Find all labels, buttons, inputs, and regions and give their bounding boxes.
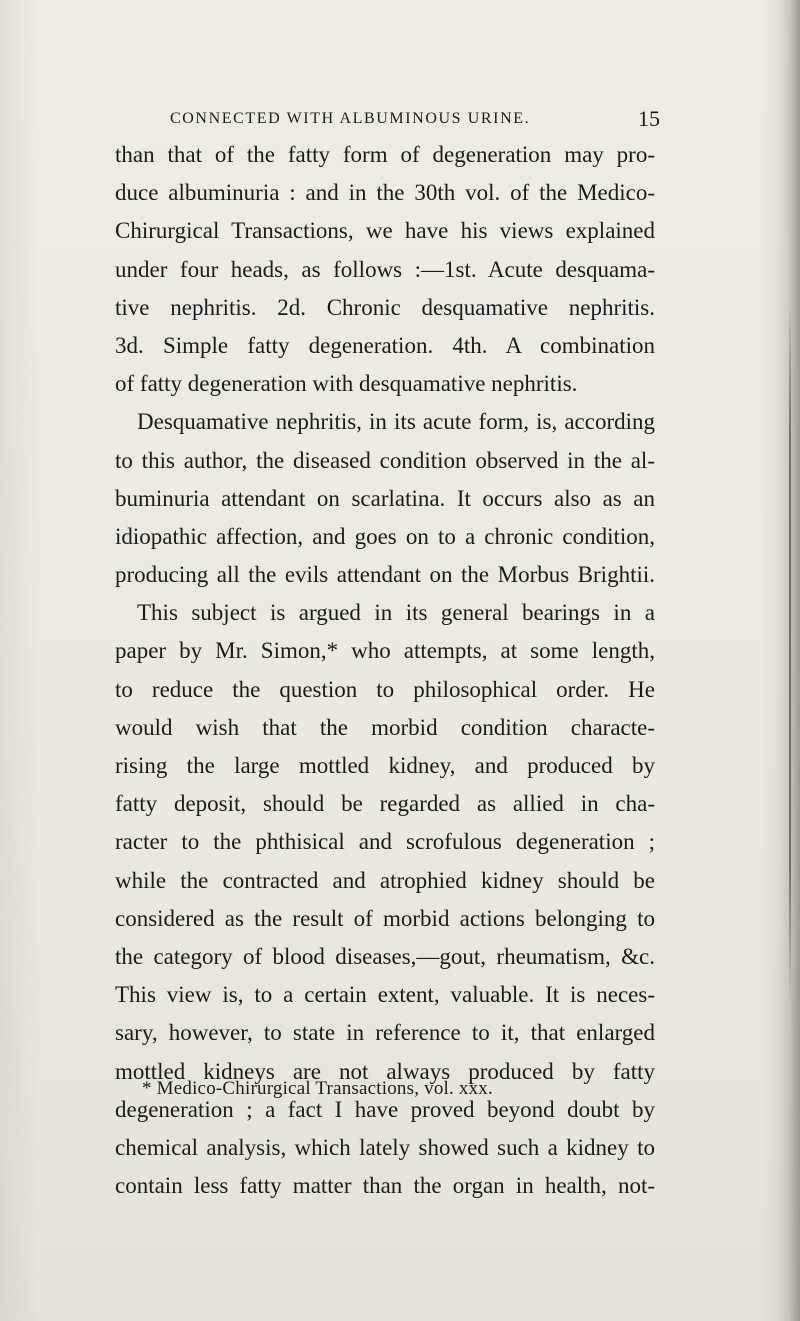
text-line: than that of the fatty form of degeneration may pro- bbox=[115, 142, 655, 167]
text-line: contain less fatty matter than the organ in health, not- bbox=[115, 1173, 655, 1199]
text-line: chemical analysis, which lately showed such a kidney to bbox=[115, 1134, 655, 1160]
text-line: producing all the evils attendant on the Morbus Brightii. bbox=[115, 562, 655, 588]
text-line: This subject is argued in its general bearings in a bbox=[137, 600, 655, 626]
text-line: idiopathic affection, and goes on to a chronic condition, bbox=[115, 523, 655, 549]
text-line: Desquamative nephritis, in its acute form, is, according bbox=[137, 409, 655, 435]
text-line: degeneration ; a fact I have proved beyond doubt by bbox=[115, 1096, 655, 1122]
body-text bbox=[115, 136, 655, 1205]
running-head: CONNECTED WITH ALBUMINOUS URINE. bbox=[170, 110, 531, 127]
text-line: sary, however, to state in reference to it, that enlarged bbox=[115, 1020, 655, 1046]
text-line: fatty deposit, should be regarded as allied in cha- bbox=[115, 791, 655, 817]
text-line: rising the large mottled kidney, and produced by bbox=[115, 753, 655, 778]
text-line: mottled kidneys are not always produced by fatty bbox=[115, 1058, 655, 1084]
page-number: 15 bbox=[638, 106, 660, 131]
footnote: * Medico-Chirurgical Transactions, vol. xxx. bbox=[142, 1078, 493, 1099]
text-line: under four heads, as follows :—1st. Acute desquama- bbox=[115, 256, 655, 282]
text-line: of fatty degeneration with desquamative nephritis. bbox=[115, 371, 578, 397]
page-edge-line bbox=[789, 300, 791, 1000]
text-line: tive nephritis. 2d. Chronic desquamative nephritis. bbox=[115, 294, 655, 320]
text-line: This view is, to a certain extent, valuable. It is neces- bbox=[115, 982, 655, 1008]
page-header bbox=[170, 106, 660, 136]
text-line: the category of blood diseases,—gout, rheumatism, &c. bbox=[115, 943, 655, 969]
text-line: to this author, the diseased condition observed in the al- bbox=[115, 447, 655, 473]
text-line: Chirurgical Transactions, we have his views explained bbox=[115, 218, 655, 244]
text-line: duce albuminuria : and in the 30th vol. of the Medico- bbox=[115, 180, 655, 206]
text-line: while the contracted and atrophied kidney should be bbox=[115, 867, 655, 893]
text-line: considered as the result of morbid actions belonging to bbox=[115, 905, 655, 931]
text-line: racter to the phthisical and scrofulous degeneration ; bbox=[115, 829, 655, 855]
text-line: 3d. Simple fatty degeneration. 4th. A combination bbox=[115, 332, 655, 358]
text-line: to reduce the question to philosophical order. He bbox=[115, 676, 655, 702]
text-line: would wish that the morbid condition characte- bbox=[115, 714, 655, 740]
text-line: paper by Mr. Simon,* who attempts, at some length, bbox=[115, 638, 655, 664]
text-line: buminuria attendant on scarlatina. It occurs also as an bbox=[115, 485, 655, 511]
